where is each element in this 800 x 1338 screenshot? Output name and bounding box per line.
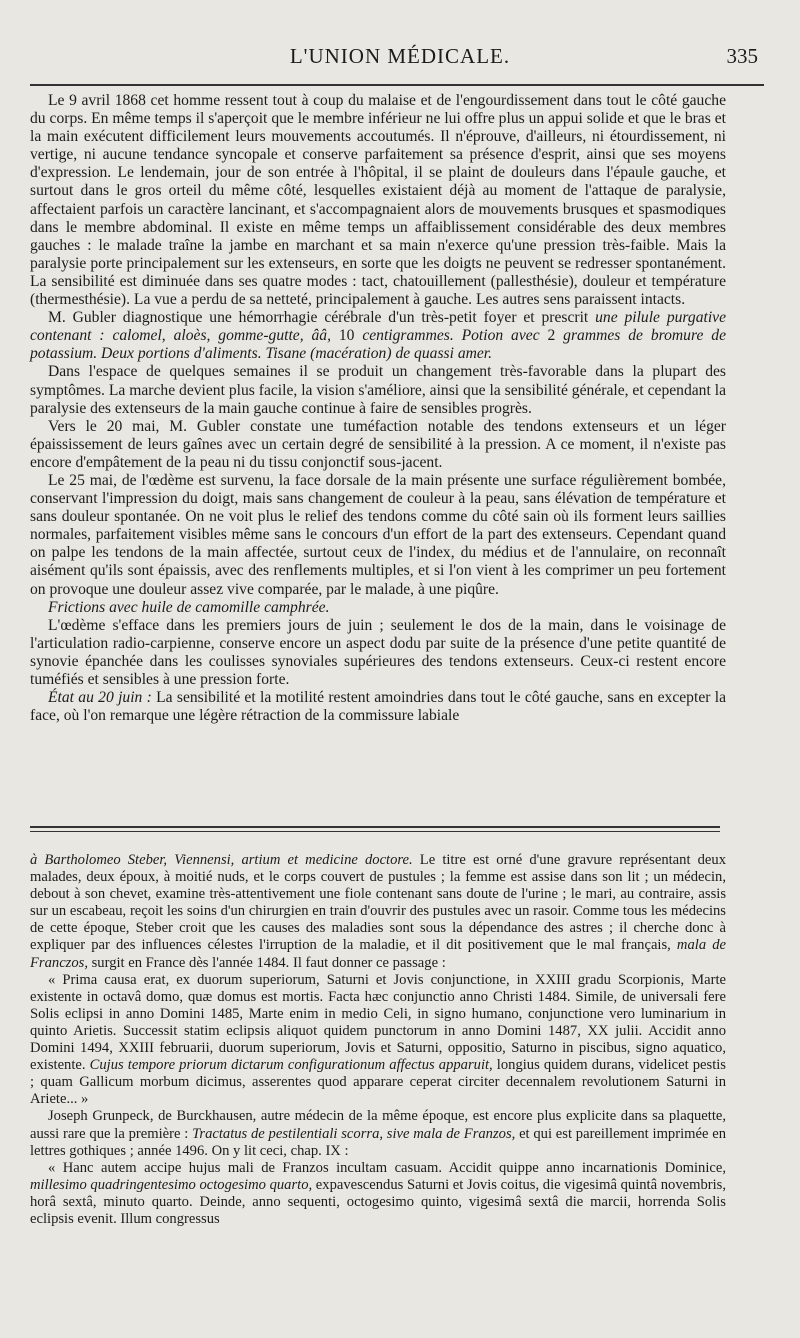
header-rule [30,84,764,86]
latin-emphasis: millesimo quadringentesimo octogesimo quarto, [30,1176,313,1193]
text-run: « Hanc autem accipe hujus mali de Franzos incultam casuam. Accidit quippe anno incarnationis Dominice, [48,1159,726,1176]
paragraph [30,852,726,972]
citation-title: à Bartholomeo Steber, Viennensi, artium et medicine doctore. [30,852,413,868]
prescription-text: une pilule purgative contenant : calomel, aloès, gomme-gutte, ââ, [30,309,727,345]
paragraph: Le 9 avril 1868 cet homme ressent tout à coup du malaise et de l'engourdissement dans tout le côté gauche du corps. En même temps il s'aperçoit que le membre inférieur ne lui offre plus un appui solide et que le bras et la main exécutent difficilement leurs mouvements accoutumés. Il n'éprouve, d'ailleurs, ni étourdissement, ni vertige, ni aucune tendance syncopale et conserve parfaitement sa présence d'esprit, ainsi que ses moyens d'expression. Le lendemain, jour de son entrée à l'hôpital, il se plaint de douleurs dans l'épaule gauche, et surtout dans le gros orteil du même côté, lesquelles existaient déjà au moment de l'attaque de paralysie, affectaient parfois un caractère lancinant, et s'accompagnaient alors de mouvements brusques et spasmodiques dans le membre abdominal. Il existe en même temps un affaiblissement considérable des deux membres gauches : le malade traîne la jambe en marchant et sa main n'exerce qu'une pression très-faible. Mais la paralysie porte principalement sur les extenseurs, en sorte que les doigts ne peuvent se redresser spontanément. La sensibilité est diminuée dans ses quatre modes : tact, chatouillement (pallesthésie), douleur et température (thermesthésie). La vue a perdu de sa netteté, principalement à gauche. Les autres sens paraissent intacts. [30,92,726,309]
latin-emphasis: Cujus tempore priorum dictarum configurationum affectus apparuit, [89,1057,493,1074]
text-run: Le titre est orné d'une gravure représentant deux malades, deux époux, à moitié nuds, et le corps couvert de pustules ; la femme est assise dans son lit ; un médecin, debout à son chevet, examine très-attentivement une fiole contenant sans doute de l'urine ; le mari, au contraire, assis sur un escabeau, reçoit les soins d'un chirurgien en train d'ouvrir des pustules avec un rasoir. Comme tous les médecins de cette époque, Steber croit que les causes des maladies sont sous la dépendance des astres ; il cherche donc à expliquer par des influences célestes l'irruption de la maladie, et il dit positivement que le mal français, [30,852,727,954]
text-run: longius quidem durans, videlicet pestis ; quam Gallicum morbum dicimus, asserentes quod apparare ceperat circiter decennalem revolutionem Saturni in Ariete... » [30,1057,726,1108]
paragraph [30,689,726,725]
text-run: surgit en France dès l'année 1484. Il faut donner ce passage : [87,954,446,971]
text-run: Joseph Grunpeck, de Burckhausen, autre médecin de la même époque, est encore plus explicite dans sa plaquette, aussi rare que la première : [30,1108,726,1142]
text-run: M. Gubler diagnostique une hémorrhagie cérébrale d'un très-petit foyer et prescrit [48,309,596,327]
text-run: 2 [547,327,556,345]
prescription-text: Frictions avec huile de camomille camphrée. [48,598,330,616]
paragraph [30,1108,726,1159]
main-text [30,92,726,725]
text-run: et qui est pareillement imprimée en lettres gothiques ; année 1496. On y lit ceci, chap. IX : [30,1125,726,1159]
citation-title: Tractatus de pestilentiali scorra, sive mala de Franzos, [192,1125,516,1142]
text-run: « Prima causa erat, ex duorum superiorum, Saturni et Jovis conjunctione, in XXIII gradu Scorpionis, Marte existente in octavâ domo, quæ domus est mortis. Facta hæc conjunctio anno Christi 1484. Simile, de universali fere Solis eclipsi in anno Domini 1485, Marte enim in medio Celi, in signo humano, conjunctione vero luminarium in quinto Arietis. Successit statim eclipsis aliquot quidem punctorum in anno Domini 1487, XX julii. Accidit anno Domini 1494, XXIII februarii, duorum superiorum, Jovis et Saturni, oppositio, Saturno in piscibus, signo aquatico, existente. [30,971,726,1074]
latin-quote [30,1160,726,1228]
section-label: État au 20 juin : [48,689,152,707]
paragraph [30,599,726,617]
running-title: L'UNION MÉDICALE. [289,44,511,68]
prescription-text: centigrammes. Potion avec [354,327,548,345]
paragraph: L'œdème s'efface dans les premiers jours de juin ; seulement le dos de la main, dans le voisinage de l'articulation radio-carpienne, conserve encore un aspect dodu par suite de la présence d'une petite quantité de synovie épanchée dans les coulisses synoviales supérieures des tendons extenseurs. Ceux-ci restent encore tuméfiés et sensibles à une pression forte. [30,616,726,688]
paragraph [30,309,726,363]
latin-quote [30,972,726,1109]
feuilleton-text [30,852,726,1228]
text-run: La sensibilité et la motilité restent amoindries dans tout le côté gauche, sans en excepter la face, où l'on remarque une légère rétraction de la commissure labiale [30,689,726,725]
text-run: expavescendus Saturni et Jovis coitus, die vigesimâ quintâ novembris, horâ sextâ, minuto quarto. Deinde, anno sequenti, octogesimo quinto, vigesimâ sextâ die marcii, horrenda Solis eclipsis evenit. Illum congressus [30,1176,726,1227]
feuilleton-divider [30,826,720,832]
paragraph: Dans l'espace de quelques semaines il se produit un changement très-favorable dans la plupart des symptômes. La marche devient plus facile, la vision s'améliore, ainsi que la sensibilité générale, et cependant la paralysie des extenseurs de la main gauche continue à faire de sensibles progrès. [30,363,726,417]
page-number: 335 [726,44,758,68]
paragraph: Le 25 mai, de l'œdème est survenu, la face dorsale de la main présente une surface régulièrement bombée, conservant l'impression du doigt, mais sans changement de couleur à la peau, sans élévation de température et sans douleur spontanée. On ne voit plus le relief des tendons comme du côté sain où ils forment leurs saillies normales, parfaitement visibles même sans le concours d'un effort de la part des extenseurs. Cependant quand on palpe les tendons de la main affectée, surtout ceux de l'index, du médius et de l'annulaire, on reconnaît aisément qu'ils sont épaissis, avec des renflements multiples, et si l'on vient à les comprimer un peu fortement on provoque une douleur assez vive comparée, par le malade, à une piqûre. [30,471,726,598]
prescription-text: grammes de bromure de potassium. Deux portions d'aliments. Tisane (macération) de quassi amer. [30,327,726,363]
running-header [0,44,800,78]
paragraph: Vers le 20 mai, M. Gubler constate une tuméfaction notable des tendons extenseurs et un léger épaississement de leurs gaînes avec un certain degré de sensibilité à la pression. A ce moment, il n'existe pas encore d'empâtement de la peau ni du tissu conjonctif sous-jacent. [30,417,726,471]
text-run: 10 [338,327,355,345]
citation-title: mala de Franczos, [30,937,726,971]
